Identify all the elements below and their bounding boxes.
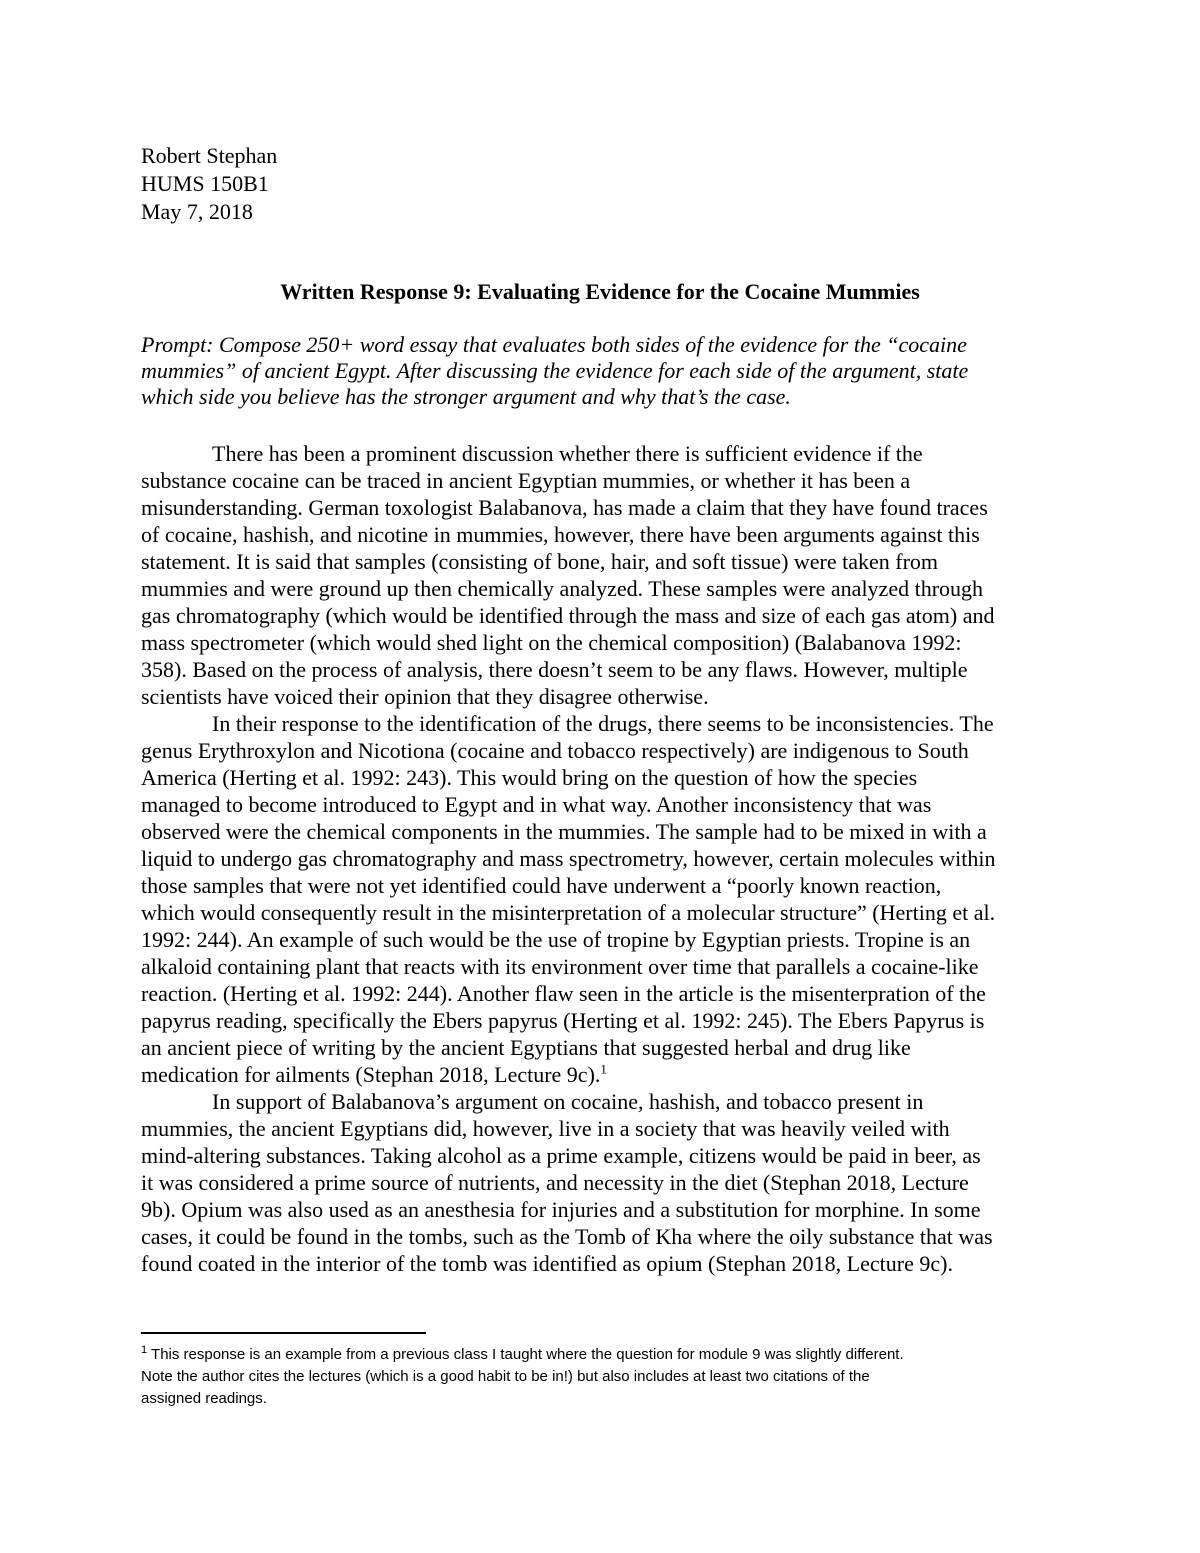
paragraph	[141, 1088, 1066, 1277]
paragraph-line: scientists have voiced their opinion that they disagree otherwise.	[141, 684, 709, 709]
paragraph-line: those samples that were not yet identified could have underwent a “poorly known reaction,	[141, 873, 942, 898]
paragraph-line: mummies and were ground up then chemically analyzed. These samples were analyzed through	[141, 576, 984, 601]
paragraph-line: There has been a prominent discussion whether there is sufficient evidence if the	[212, 441, 923, 466]
paragraph-line: reaction. (Herting et al. 1992: 244). Another flaw seen in the article is the misenterpration of the	[141, 981, 986, 1006]
footnote-separator	[141, 1332, 426, 1334]
paragraph-line: mind-altering substances. Taking alcohol as a prime example, citizens would be paid in beer, as	[141, 1143, 981, 1168]
paragraph-line: found coated in the interior of the tomb was identified as opium (Stephan 2018, Lecture 9c).	[141, 1251, 953, 1276]
footnote-marker: 1	[141, 1344, 148, 1356]
paragraph-line: which would consequently result in the misinterpretation of a molecular structure” (Herting et al.	[141, 900, 996, 925]
paragraph-line: genus Erythroxylon and Nicotiona (cocaine and tobacco respectively) are indigenous to South	[141, 738, 969, 763]
prompt-line: Prompt: Compose 250+ word essay that evaluates both sides of the evidence for the “cocaine	[141, 332, 967, 357]
paragraph-line: gas chromatography (which would be identified through the mass and size of each gas atom) and	[141, 603, 995, 628]
paragraph-line: 9b). Opium was also used as an anesthesia for injuries and a substitution for morphine. In some	[141, 1197, 981, 1222]
paragraph-line: observed were the chemical components in the mummies. The sample had to be mixed in with a	[141, 819, 987, 844]
paragraph-line: alkaloid containing plant that reacts with its environment over time that parallels a cocaine-like	[141, 954, 979, 979]
footnote-reference: 1	[600, 1061, 607, 1077]
paragraph-line: cases, it could be found in the tombs, such as the Tomb of Kha where the oily substance that was	[141, 1224, 993, 1249]
paragraph	[141, 710, 1066, 1088]
paragraph-line: liquid to undergo gas chromatography and mass spectrometry, however, certain molecules within	[141, 846, 996, 871]
paragraph-line: mummies, the ancient Egyptians did, however, live in a society that was heavily veiled with	[141, 1116, 950, 1141]
paragraph-line: 1992: 244). An example of such would be the use of tropine by Egyptian priests. Tropine is an	[141, 927, 971, 952]
document-header	[141, 142, 277, 226]
paragraph-line: substance cocaine can be traced in ancient Egyptian mummies, or whether it has been a	[141, 468, 911, 493]
paragraph-line-with-footnote	[141, 1061, 1066, 1088]
paragraph-line: misunderstanding. German toxologist Balabanova, has made a claim that they have found traces	[141, 495, 988, 520]
course-code: HUMS 150B1	[141, 171, 269, 196]
paragraph-line: mass spectrometer (which would shed light on the chemical composition) (Balabanova 1992:	[141, 630, 962, 655]
paragraph-line: In support of Balabanova’s argument on cocaine, hashish, and tobacco present in	[212, 1089, 924, 1114]
footnote-line	[141, 1344, 1061, 1366]
paragraph	[141, 440, 1066, 710]
paragraph-line: In their response to the identification of the drugs, there seems to be inconsistencies. The	[212, 711, 994, 736]
document-title: Written Response 9: Evaluating Evidence for the Cocaine Mummies	[280, 279, 920, 304]
footnote	[141, 1344, 1061, 1410]
paragraph-line-text: medication for ailments (Stephan 2018, Lecture 9c).	[141, 1062, 601, 1087]
paragraph-line: America (Herting et al. 1992: 243). This would bring on the question of how the species	[141, 765, 918, 790]
prompt-line: mummies” of ancient Egypt. After discussing the evidence for each side of the argument, state	[141, 358, 969, 383]
paragraph-line: managed to become introduced to Egypt and in what way. Another inconsistency that was	[141, 792, 932, 817]
footnote-line: Note the author cites the lectures (which is a good habit to be in!) but also includes at least two citations of the	[141, 1368, 870, 1385]
document-date: May 7, 2018	[141, 199, 253, 224]
prompt-line: which side you believe has the stronger argument and why that’s the case.	[141, 384, 791, 409]
paragraph-line: papyrus reading, specifically the Ebers papyrus (Herting et al. 1992: 245). The Ebers Papyrus is	[141, 1008, 985, 1033]
paragraph-line: statement. It is said that samples (consisting of bone, hair, and soft tissue) were taken from	[141, 549, 939, 574]
paragraph-line: 358). Based on the process of analysis, there doesn’t seem to be any flaws. However, multiple	[141, 657, 968, 682]
prompt-block	[141, 332, 1061, 410]
author-name: Robert Stephan	[141, 143, 278, 168]
paragraph-line: an ancient piece of writing by the ancient Egyptians that suggested herbal and drug like	[141, 1035, 911, 1060]
footnote-line-text: This response is an example from a previous class I taught where the question for module 9 was slightly different.	[151, 1346, 904, 1363]
paragraph-line: of cocaine, hashish, and nicotine in mummies, however, there have been arguments against this	[141, 522, 980, 547]
footnote-line: assigned readings.	[141, 1390, 267, 1407]
essay-body	[141, 440, 1066, 1277]
paragraph-line: it was considered a prime source of nutrients, and necessity in the diet (Stephan 2018, Lecture	[141, 1170, 969, 1195]
